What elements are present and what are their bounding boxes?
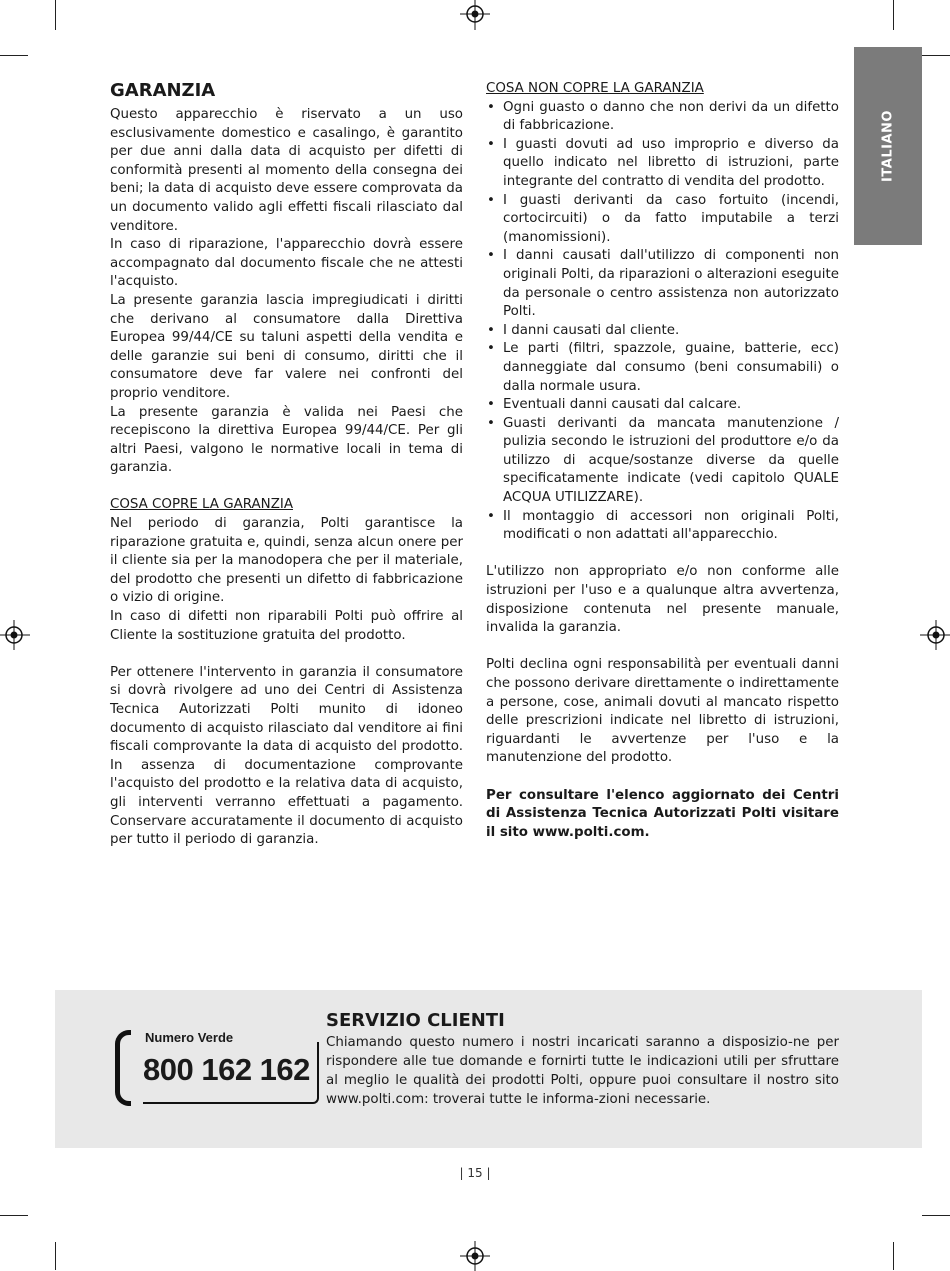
customer-service-text <box>326 1010 839 1109</box>
warranty-title: GARANZIA <box>110 80 216 101</box>
customer-service-box <box>55 990 922 1148</box>
not-covered-list <box>486 99 839 545</box>
list-item: • I danni causati dall'utilizzo di componenti non originali Polti, da riparazioni o alterazioni eseguite da personale o centro assistenza non autorizzato Polti. <box>486 247 839 321</box>
list-item: • Il montaggio di accessori non originali Polti, modificati o non adattati all'apparecchio. <box>486 508 839 545</box>
customer-service-title: SERVIZIO CLIENTI <box>326 1010 505 1031</box>
covers-heading: COSA COPRE LA GARANZIA <box>110 497 293 513</box>
phone-number: 800 162 162 <box>143 1052 310 1087</box>
registration-mark-icon <box>920 620 950 650</box>
service-paragraph: Per ottenere l'intervento in garanzia il consumatore si dovrà rivolgere ad uno dei Centri di Assistenza Tecnica Autorizzati Polti munito di idoneo documento di acquisto rilasciato dal venditore ai fini fiscali comprovante la data di acquisto del prodotto. In assenza di documentazione comprovante l'acquisto del prodotto e la relativa data di acquisto, gli interventi verranno effettuati a pagamento. Conservare accuratamente il documento di acquisto per tutto il periodo di garanzia. <box>110 664 463 848</box>
list-item: • Guasti derivanti da mancata manutenzione / pulizia secondo le istruzioni del produttore e/o da utilizzo di acque/sostanze diverse da quelle specificatamente indicate (vedi capitolo QUALE ACQUA UTILIZZARE). <box>486 415 839 508</box>
crop-mark <box>922 1215 950 1216</box>
warranty-column <box>110 80 463 850</box>
disclaimer-paragraph: L'utilizzo non appropriato e/o non conforme alle istruzioni per l'uso e a qualunque altra avvertenza, disposizione contenuta nel presente manuale, invalida la garanzia. <box>486 564 839 636</box>
covers-paragraph: In caso di difetti non riparabili Polti può offrire al Cliente la sostituzione gratuita del prodotto. <box>110 609 463 643</box>
disclaimer-paragraph: Polti declina ogni responsabilità per eventuali danni che possono derivare direttamente o indirettamente a persone, cose, animali dovuti al mancato rispetto delle prescrizioni indicate nel libretto di istruzioni, riguardanti le avvertenze per l'uso e la manutenzione del prodotto. <box>486 657 839 766</box>
list-item: • Ogni guasto o danno che non derivi da un difetto di fabbricazione. <box>486 99 839 136</box>
crop-mark <box>55 1242 56 1270</box>
list-item: • I guasti derivanti da caso fortuito (incendi, cortocircuiti) o da fatto imputabile a terzi (manomissioni). <box>486 192 839 248</box>
crop-mark <box>922 55 950 56</box>
phone-bracket-icon <box>115 1030 131 1106</box>
not-covered-column <box>486 80 839 842</box>
covers-paragraph: Nel periodo di garanzia, Polti garantisce la riparazione gratuita e, quindi, senza alcun onere per il cliente sia per la manodopera che per il materiale, del prodotto che presenti un difetto di fabbricazione o vizio di origine. <box>110 516 463 606</box>
list-item: • Eventuali danni causati dal calcare. <box>486 396 839 415</box>
registration-mark-icon <box>460 0 490 30</box>
service-centers-note: Per consultare l'elenco aggiornato dei Centri di Assistenza Tecnica Autorizzati Polti visitare il sito www.polti.com. <box>486 787 839 840</box>
list-item: • Le parti (filtri, spazzole, guaine, batterie, ecc) danneggiate dal consumo (beni consumabili) o dalla normale usura. <box>486 340 839 396</box>
page-number: | 15 | <box>459 1166 491 1180</box>
crop-mark <box>0 55 28 56</box>
warranty-paragraph: In caso di riparazione, l'apparecchio dovrà essere accompagnato dal documento fiscale che ne attesti l'acquisto. <box>110 237 463 290</box>
crop-mark <box>0 1215 28 1216</box>
not-covered-heading: COSA NON COPRE LA GARANZIA <box>486 81 704 96</box>
crop-mark <box>55 0 56 30</box>
toll-free-badge <box>115 1030 325 1110</box>
language-tab-label: ITALIANO <box>880 110 896 182</box>
language-tab <box>854 47 922 245</box>
warranty-paragraph: La presente garanzia lascia impregiudicati i diritti che derivano al consumatore dalla Direttiva Europea 99/44/CE su taluni aspetti della vendita e delle garanzie sui beni di consumo, diritti che il consumatore deve far valere nei confronti del proprio venditore. <box>110 292 463 401</box>
crop-mark <box>893 0 894 30</box>
list-item: • I guasti dovuti ad uso improprio e diverso da quello indicato nel libretto di istruzioni, parte integrante del contratto di vendita del prodotto. <box>486 136 839 192</box>
registration-mark-icon <box>460 1241 490 1271</box>
customer-service-paragraph: Chiamando questo numero i nostri incaricati saranno a disposizio-ne per rispondere alle tue domande e fornirti tutte le indicazioni utili per sfruttare al meglio le qualità dei prodotti Polti, oppure puoi consultare il nostro sito www.polti.com: troverai tutte le informa-zioni necessarie. <box>326 1035 839 1107</box>
list-item: • I danni causati dal cliente. <box>486 322 839 341</box>
registration-mark-icon <box>0 620 30 650</box>
badge-label: Numero Verde <box>145 1030 237 1045</box>
warranty-paragraph: La presente garanzia è valida nei Paesi che recepiscono la direttiva Europea 99/44/CE. Per gli altri Paesi, valgono le normative locali in tema di garanzia. <box>110 404 463 476</box>
warranty-paragraph: Questo apparecchio è riservato a un uso esclusivamente domestico e casalingo, è garantito per due anni dalla data di acquisto per difetti di conformità presenti al momento della consegna dei beni; la data di acquisto deve essere comprovata da un documento valido agli effetti fiscali rilasciato dal venditore. <box>110 107 463 234</box>
crop-mark <box>893 1242 894 1270</box>
